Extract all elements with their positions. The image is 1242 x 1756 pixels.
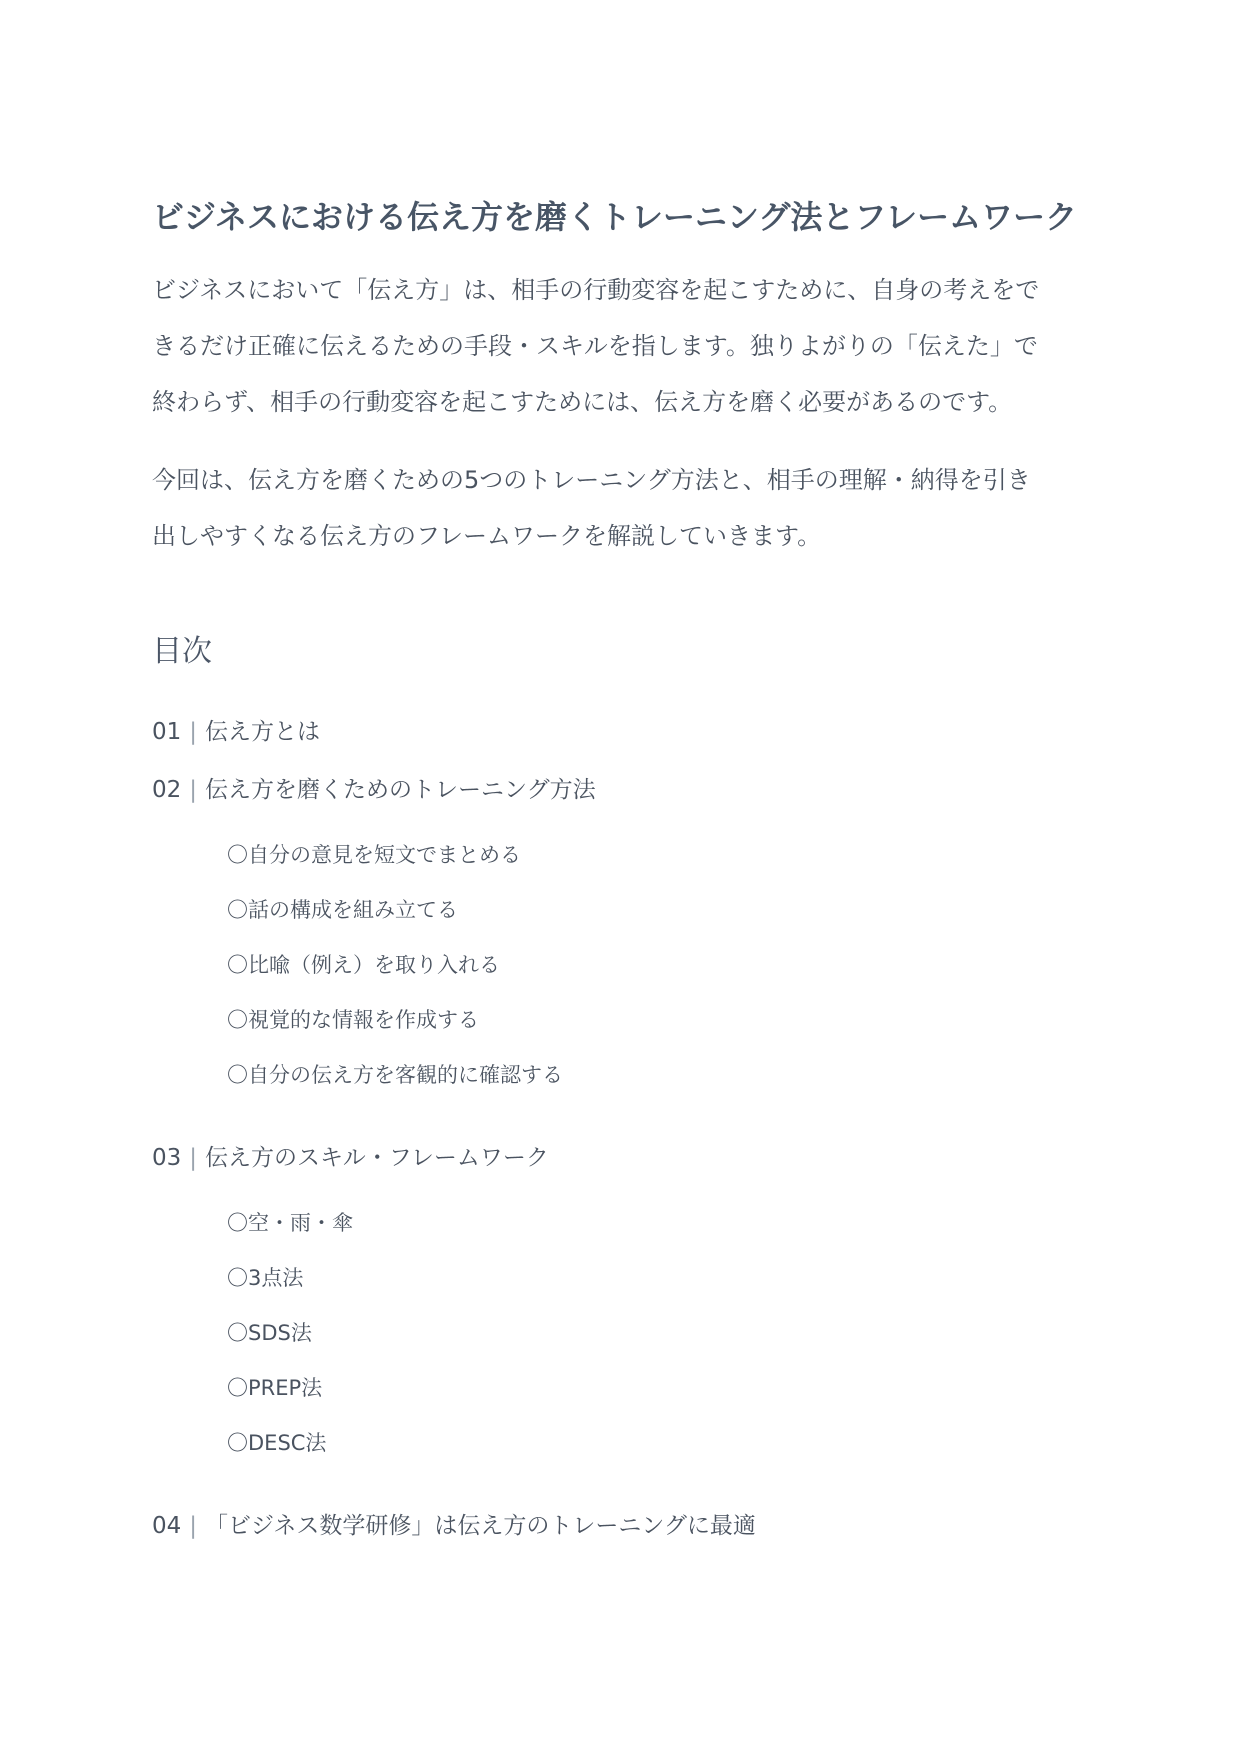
intro-line: きるだけ正確に伝えるための手段・スキルを指します。独りよがりの「伝えた」で [152, 332, 1038, 360]
toc-item-label: 伝え方のスキル・フレームワーク [205, 1145, 549, 1171]
toc-item-label: 伝え方を磨くためのトレーニング方法 [205, 777, 596, 803]
toc-separator: | [189, 777, 198, 803]
toc-subitem[interactable]: 〇話の構成を組み立てる [227, 898, 458, 922]
toc-item-04[interactable] [152, 1507, 756, 1540]
intro-paragraph-1 [152, 262, 1092, 430]
toc-subitem[interactable]: 〇DESC法 [227, 1431, 327, 1455]
toc-subitem[interactable]: 〇3点法 [227, 1266, 304, 1290]
toc-subitem[interactable]: 〇PREP法 [227, 1376, 323, 1400]
toc-subitem[interactable]: 〇自分の伝え方を客観的に確認する [227, 1063, 563, 1087]
toc-subitem[interactable]: 〇比喩（例え）を取り入れる [227, 953, 500, 977]
toc-item-label: 伝え方とは [205, 719, 321, 745]
toc-separator: | [189, 1145, 198, 1171]
toc-item-01[interactable] [152, 713, 320, 746]
toc-item-number: 04 [152, 1513, 182, 1539]
toc-subitem[interactable]: 〇自分の意見を短文でまとめる [227, 843, 521, 867]
toc-item-number: 02 [152, 777, 182, 803]
intro-line: 出しやすくなる伝え方のフレームワークを解説していきます。 [152, 522, 822, 550]
toc-heading: 目次 [152, 634, 212, 669]
intro-line: 今回は、伝え方を磨くための5つのトレーニング方法と、相手の理解・納得を引き [152, 466, 1031, 494]
toc-item-label: 「ビジネス数学研修」は伝え方のトレーニングに最適 [205, 1513, 756, 1539]
intro-paragraph-2 [152, 452, 1092, 564]
toc-item-03[interactable] [152, 1139, 549, 1172]
toc-item-number: 03 [152, 1145, 182, 1171]
toc-subitem[interactable]: 〇視覚的な情報を作成する [227, 1008, 479, 1032]
toc-separator: | [189, 719, 198, 745]
toc-subitem[interactable]: 〇空・雨・傘 [227, 1211, 353, 1235]
toc-separator: | [189, 1513, 198, 1539]
intro-line: ビジネスにおいて「伝え方」は、相手の行動変容を起こすために、自身の考えをで [152, 276, 1040, 304]
intro-line: 終わらず、相手の行動変容を起こすためには、伝え方を磨く必要があるのです。 [152, 388, 1013, 416]
toc-subitem[interactable]: 〇SDS法 [227, 1321, 312, 1345]
page-title: ビジネスにおける伝え方を磨くトレーニング法とフレームワーク [152, 198, 1078, 236]
toc-item-02[interactable] [152, 771, 596, 804]
toc-item-number: 01 [152, 719, 182, 745]
